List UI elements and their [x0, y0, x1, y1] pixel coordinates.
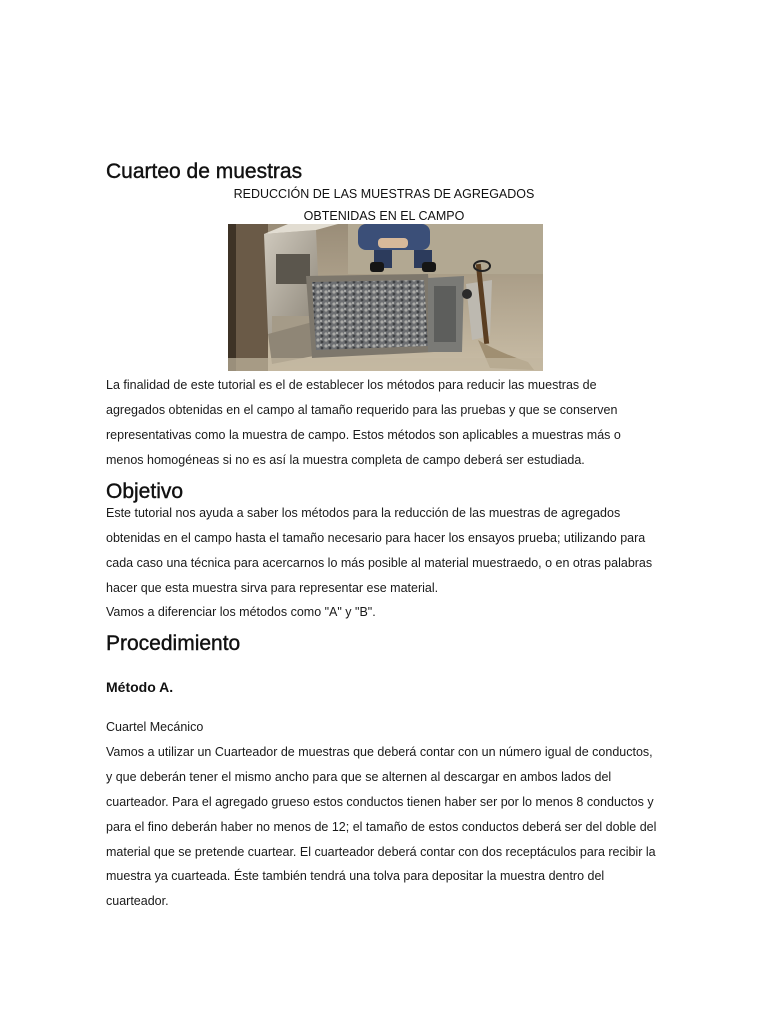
intro-line-4: menos homogéneas si no es así la muestra completa de campo deberá ser estudiada. — [106, 453, 585, 467]
objetivo-line-2: obtenidas en el campo hasta el tamaño necesario para hacer los ensayos prueba; utilizando para — [106, 531, 646, 545]
objetivo-heading: Objetivo — [106, 480, 184, 503]
cuartel-mecanico-subheading: Cuartel Mecánico — [106, 720, 204, 734]
procedimiento-line-2: y que deberán tener el mismo ancho para que se alternen al descargar en ambos lados del — [106, 770, 612, 784]
intro-line-3: representativas como la muestra de campo. Estos métodos son aplicables a muestras más o — [106, 428, 621, 442]
procedimiento-line-5: material que se pretende cuartear. El cuarteador deberá contar con dos receptáculos para recibir la — [106, 845, 656, 859]
intro-line-2: agregados obtenidas en el campo al tamaño requerido para las pruebas y que se conserven — [106, 403, 618, 417]
procedimiento-line-1: Vamos a utilizar un Cuarteador de muestras que deberá contar con un número igual de conductos, — [106, 745, 653, 759]
page-title: Cuarteo de muestras — [106, 160, 303, 183]
intro-line-1: La finalidad de este tutorial es el de establecer los métodos para reducir las muestras de — [106, 378, 597, 392]
procedimiento-line-6: muestra ya cuarteada. Éste también tendrá una tolva para depositar la muestra dentro del — [106, 869, 605, 883]
subtitle-line-1: REDUCCIÓN DE LAS MUESTRAS DE AGREGADOS — [233, 187, 535, 201]
objetivo-line-1: Este tutorial nos ayuda a saber los métodos para la reducción de las muestras de agregados — [106, 506, 621, 520]
objetivo-line-5: Vamos a diferenciar los métodos como "A" y "B". — [106, 605, 376, 619]
procedimiento-line-4: para el fino deberán haber no menos de 12; el tamaño de estos conductos deberá ser del doble del — [106, 820, 657, 834]
sample-splitter-photo — [228, 224, 543, 371]
procedimiento-line-7: cuarteador. — [106, 894, 169, 908]
procedimiento-heading: Procedimiento — [106, 632, 241, 655]
procedimiento-line-3: cuarteador. Para el agregado grueso estos conductos tienen haber ser por lo menos 8 conductos y — [106, 795, 654, 809]
objetivo-line-4: hacer que esta muestra sirva para representar ese material. — [106, 581, 439, 595]
subtitle-line-2: OBTENIDAS EN EL CAMPO — [303, 209, 465, 223]
metodo-a-heading: Método A. — [106, 679, 174, 695]
objetivo-line-3: cada caso una técnica para acercarnos lo más posible al material muestraedo, o en otras palabras — [106, 556, 653, 570]
